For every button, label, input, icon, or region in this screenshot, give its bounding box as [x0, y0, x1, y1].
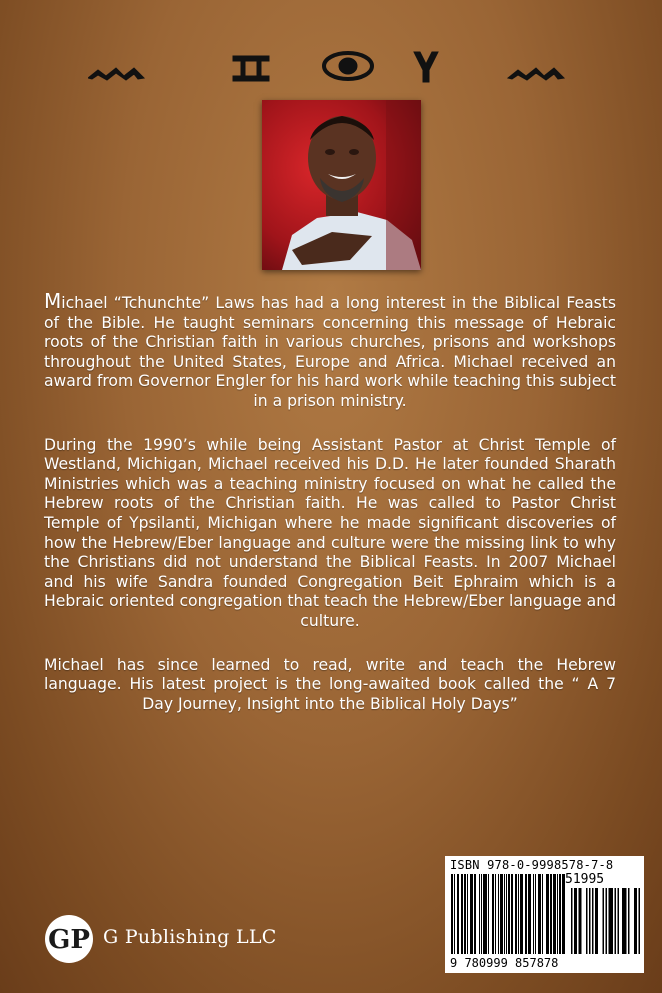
- barcode-bar: [560, 874, 561, 954]
- barcode-bar: [479, 874, 480, 954]
- barcode-bar: [500, 874, 501, 954]
- barcode-bar: [542, 874, 543, 954]
- barcode-bar: [540, 874, 541, 954]
- yod-glyph: [414, 52, 438, 82]
- publisher-name: G Publishing LLC: [103, 926, 277, 948]
- addon-bar: [606, 888, 608, 954]
- addon-bar: [610, 888, 612, 954]
- addon-bar: [624, 888, 626, 954]
- barcode-bar: [495, 874, 496, 954]
- addon-bar: [580, 888, 582, 954]
- barcode-bar: [509, 874, 510, 954]
- barcode-bar: [508, 874, 509, 954]
- barcode-bar: [563, 874, 564, 954]
- barcode-bar: [515, 874, 516, 954]
- hebrew-glyph-row: [88, 48, 568, 88]
- barcode-bar: [553, 874, 554, 954]
- barcode-bar: [502, 874, 503, 954]
- addon-bar: [622, 888, 624, 954]
- isbn-number: ISBN 978-0-9998578-7-8: [450, 858, 614, 872]
- barcode-bar: [458, 874, 459, 954]
- barcode-bar: [457, 874, 458, 954]
- barcode-bar: [485, 874, 486, 954]
- barcode-bar: [504, 874, 505, 954]
- barcode-bar: [484, 874, 485, 954]
- barcode-bar: [452, 874, 453, 954]
- barcode-bar: [471, 874, 472, 954]
- barcode-bar: [467, 874, 468, 954]
- barcode-bar: [520, 874, 521, 954]
- barcode-bar: [470, 874, 471, 954]
- barcode-bar: [547, 874, 548, 954]
- barcode-bar: [550, 874, 551, 954]
- isbn-barcode: [445, 856, 644, 973]
- barcode-bar: [492, 874, 493, 954]
- addon-bar: [589, 888, 591, 954]
- barcode-bar: [483, 874, 484, 954]
- addon-bar: [586, 888, 588, 954]
- barcode-bar: [533, 874, 534, 954]
- barcode-bar: [512, 874, 513, 954]
- addon-bar: [618, 888, 620, 954]
- barcode-bar: [526, 874, 527, 954]
- barcode-bar: [557, 874, 558, 954]
- price-code: 51995: [565, 872, 605, 887]
- barcode-bar: [525, 874, 526, 954]
- addon-bar: [603, 888, 605, 954]
- barcode-bar: [551, 874, 552, 954]
- barcode-bar: [511, 874, 512, 954]
- addon-bar: [615, 888, 617, 954]
- barcode-bar: [454, 874, 455, 954]
- barcode-bar: [486, 874, 487, 954]
- ean-digits: 9 780999 857878: [450, 956, 559, 970]
- mem-glyph-right: [508, 68, 564, 80]
- barcode-bar: [461, 874, 462, 954]
- publisher-logo: [44, 914, 94, 964]
- bio-paragraph-3: Michael has since learned to read, write and teach the Hebrew language. His latest project is the long-awaited book called the “ A 7 Day Journey, Insight into the Biblical Holy Days”: [44, 655, 616, 713]
- addon-bar: [634, 888, 636, 954]
- barcode-bar: [501, 874, 502, 954]
- publisher-logo-letters: GP: [48, 925, 90, 955]
- barcode-bar: [481, 874, 482, 954]
- addon-bar: [612, 888, 614, 954]
- barcode-bar: [528, 874, 529, 954]
- barcode-bar: [546, 874, 547, 954]
- barcode-bar: [522, 874, 523, 954]
- ayin-glyph: [324, 53, 372, 79]
- addon-bar: [592, 888, 594, 954]
- barcode-bar: [564, 874, 565, 954]
- addon-bar: [574, 888, 576, 954]
- addon-bar: [579, 888, 581, 954]
- addon-bar: [639, 888, 641, 954]
- barcode-bar: [559, 874, 560, 954]
- author-photo: [262, 100, 421, 270]
- barcode-bar: [555, 874, 556, 954]
- bio-paragraph-1: Michael “Tchunchte” Laws has had a long interest in the Biblical Feasts of the Bible. He taught seminars concerning this message of Hebraic roots of the Christian faith in various churches, prisons and workshops throughout the United States, Europe and Africa. Michael received an award from Governor Engler for his hard work while teaching this subject in a prison ministry.: [44, 289, 616, 410]
- addon-bar: [597, 888, 599, 954]
- addon-bar: [628, 888, 630, 954]
- barcode-bar: [506, 874, 507, 954]
- barcode-bar: [493, 874, 494, 954]
- barcode-bar: [462, 874, 463, 954]
- barcode-bar: [529, 874, 530, 954]
- barcode-bar: [516, 874, 517, 954]
- barcode-bar: [530, 874, 531, 954]
- barcode-bar: [451, 874, 452, 954]
- barcode-bar: [562, 874, 563, 954]
- bio-paragraph-2: During the 1990’s while being Assistant Pastor at Christ Temple of Westland, Michigan, Michael received his D.D. He later founded Sharath Ministries which was a teaching ministry focused on what he called the Hebrew roots of the Christian faith. He was called to Pastor Christ Temple of Ypsilanti, Michigan where he made significant discoveries of how the Hebrew/Eber language and culture were the missing link to why the Christians did not understand the Biblical Feasts. In 2007 Michael and his wife Sandra founded Congregation Beit Ephraim which is a Hebraic oriented congregation that teach the Hebrew/Eber language and culture.: [44, 435, 616, 630]
- barcode-bar: [548, 874, 549, 954]
- addon-bar: [609, 888, 611, 954]
- barcode-bar: [538, 874, 539, 954]
- barcode-bar: [488, 874, 489, 954]
- barcode-bar: [465, 874, 466, 954]
- addon-bar: [625, 888, 627, 954]
- addon-bar: [571, 888, 573, 954]
- addon-bar: [595, 888, 597, 954]
- barcode-bar: [518, 874, 519, 954]
- mem-glyph-left: [88, 68, 144, 80]
- barcode-bar: [535, 874, 536, 954]
- author-bio: [44, 289, 616, 738]
- barcode-bar: [474, 874, 475, 954]
- barcode-bar: [498, 874, 499, 954]
- barcode-bar: [472, 874, 473, 954]
- barcode-bar: [464, 874, 465, 954]
- addon-bar: [576, 888, 578, 954]
- barcode-bar: [475, 874, 476, 954]
- barcode-bar: [554, 874, 555, 954]
- barcode-bar: [539, 874, 540, 954]
- addon-bar: [636, 888, 638, 954]
- barcode-bar: [521, 874, 522, 954]
- tav-glyph: [233, 56, 269, 81]
